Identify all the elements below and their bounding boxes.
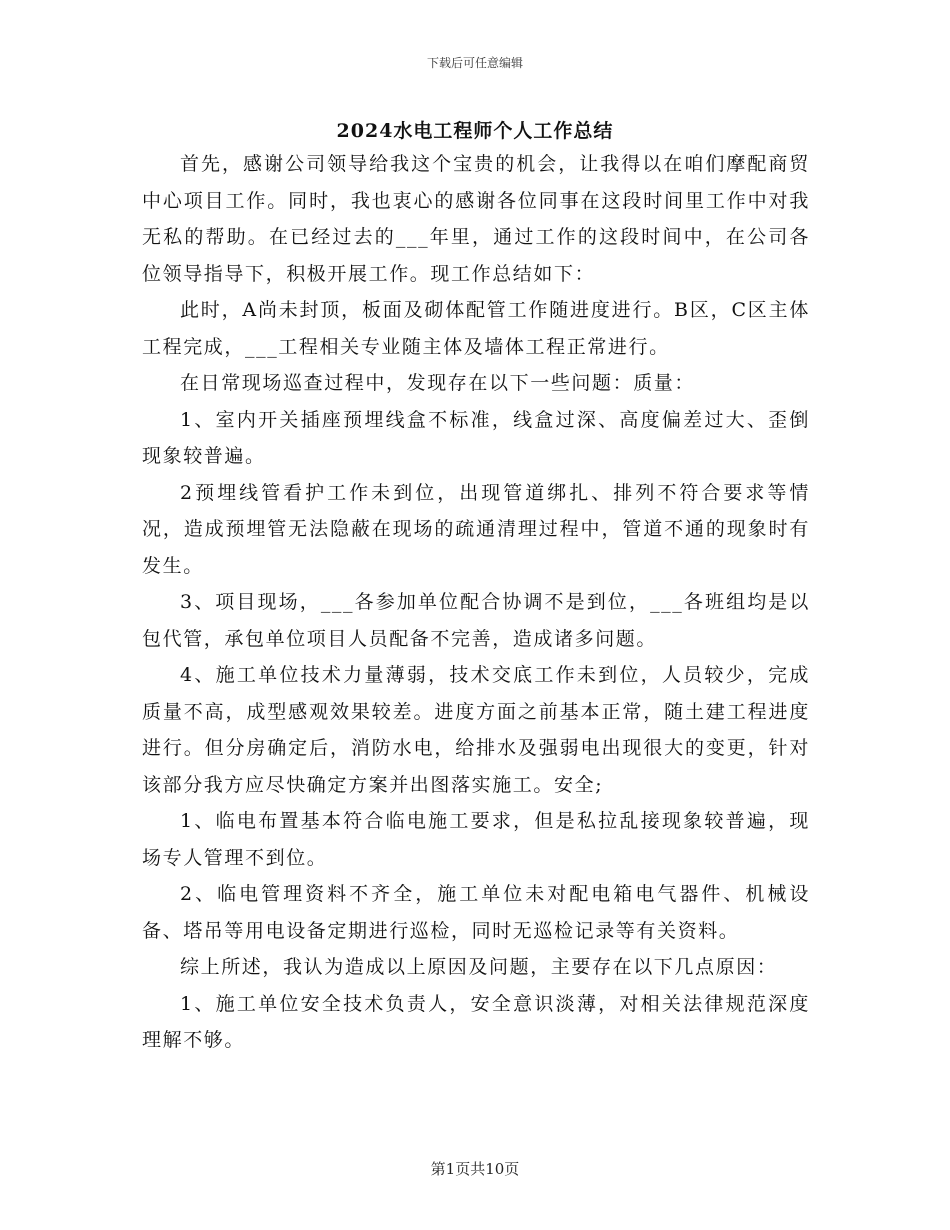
paragraph-quality-2: 2预埋线管看护工作未到位，出现管道绑扎、排列不符合要求等情况，造成预埋管无法隐蔽在现场的疏通清理过程中，管道不通的现象时有发生。 [142,481,810,577]
document-body [142,146,810,1059]
paragraph-summary: 综上所述，我认为造成以上原因及问题，主要存在以下几点原因： [180,956,778,978]
page-footer: 第1页共10页 [430,1160,520,1178]
paragraph-progress: 此时，A尚未封顶，板面及砌体配管工作随进度进行。B区，C区主体工程完成，___工程相关专业随主体及墙体工程正常进行。 [142,299,810,358]
paragraph-safety-1: 1、临电布置基本符合临电施工要求，但是私拉乱接现象较普遍，现场专人管理不到位。 [142,810,810,869]
document-title: 2024水电工程师个人工作总结 [336,120,614,142]
paragraph-intro: 首先，感谢公司领导给我这个宝贵的机会，让我得以在咱们摩配商贸中心项目工作。同时，我也衷心的感谢各位同事在这段时间里工作中对我无私的帮助。在已经过去的___年里，通过工作的这段时间中，在公司各位领导指导下，积极开展工作。现工作总结如下： [142,153,810,285]
paragraph-quality-4: 4、施工单位技术力量薄弱，技术交底工作未到位，人员较少，完成质量不高，成型感观效果较差。进度方面之前基本正常，随土建工程进度进行。但分房确定后，消防水电，给排水及强弱电出现很大的变更，针对该部分我方应尽快确定方案并出图落实施工。安全; [142,664,810,796]
paragraph-quality-3: 3、项目现场，___各参加单位配合协调不是到位，___各班组均是以包代管，承包单位项目人员配备不完善，造成诸多问题。 [142,591,810,650]
header-note: 下载后可任意编辑 [426,56,523,70]
paragraph-quality-1: 1、室内开关插座预埋线盒不标准，线盒过深、高度偏差过大、歪倒现象较普遍。 [142,408,810,467]
paragraph-safety-2: 2、临电管理资料不齐全，施工单位未对配电箱电气器件、机械设备、塔吊等用电设备定期进行巡检，同时无巡检记录等有关资料。 [142,883,810,942]
paragraph-reason-1: 1、施工单位安全技术负责人，安全意识淡薄，对相关法律规范深度理解不够。 [142,992,810,1051]
paragraph-issues-heading: 在日常现场巡查过程中，发现存在以下一些问题：质量： [180,372,696,394]
